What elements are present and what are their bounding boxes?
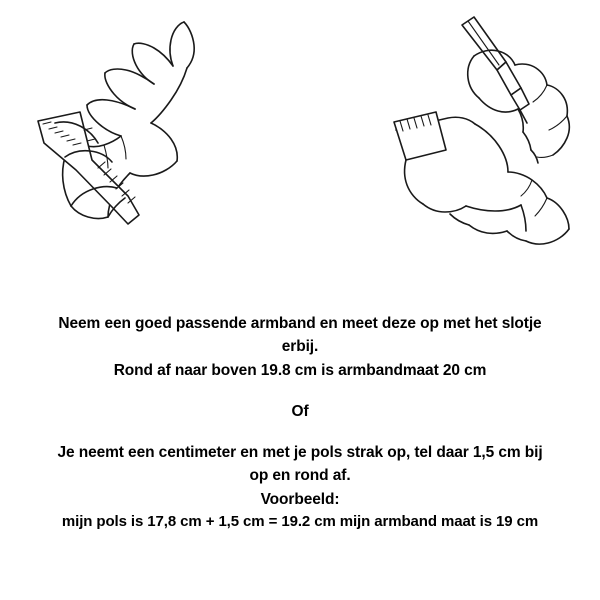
instruction-line-8: mijn pols is 17,8 cm + 1,5 cm = 19.2 cm mijn armband maat is 19 cm bbox=[61, 512, 539, 530]
right-hand-pen-drawing bbox=[308, 0, 598, 280]
instruction-line-4: Of bbox=[291, 402, 309, 420]
illustration-row bbox=[0, 0, 600, 280]
instructions-block bbox=[0, 312, 600, 533]
instruction-line-5: Je neemt een centimeter en met je pols strak op, tel daar 1,5 cm bij bbox=[57, 444, 543, 461]
instruction-line-6: op en rond af. bbox=[249, 467, 351, 485]
wrist-with-pen-marking-tape-illustration bbox=[308, 0, 598, 285]
instruction-line-2: erbij. bbox=[281, 338, 319, 356]
left-hand-drawing bbox=[8, 0, 298, 280]
instruction-line-1: Neem een goed passende armband en meet deze op met het slotje bbox=[58, 315, 542, 332]
wrist-with-bracelet-measuring-tape-illustration bbox=[8, 0, 298, 285]
instruction-line-3: Rond af naar boven 19.8 cm is armbandmaat 20 cm bbox=[113, 361, 487, 379]
instruction-line-7: Voorbeeld: bbox=[260, 490, 340, 508]
